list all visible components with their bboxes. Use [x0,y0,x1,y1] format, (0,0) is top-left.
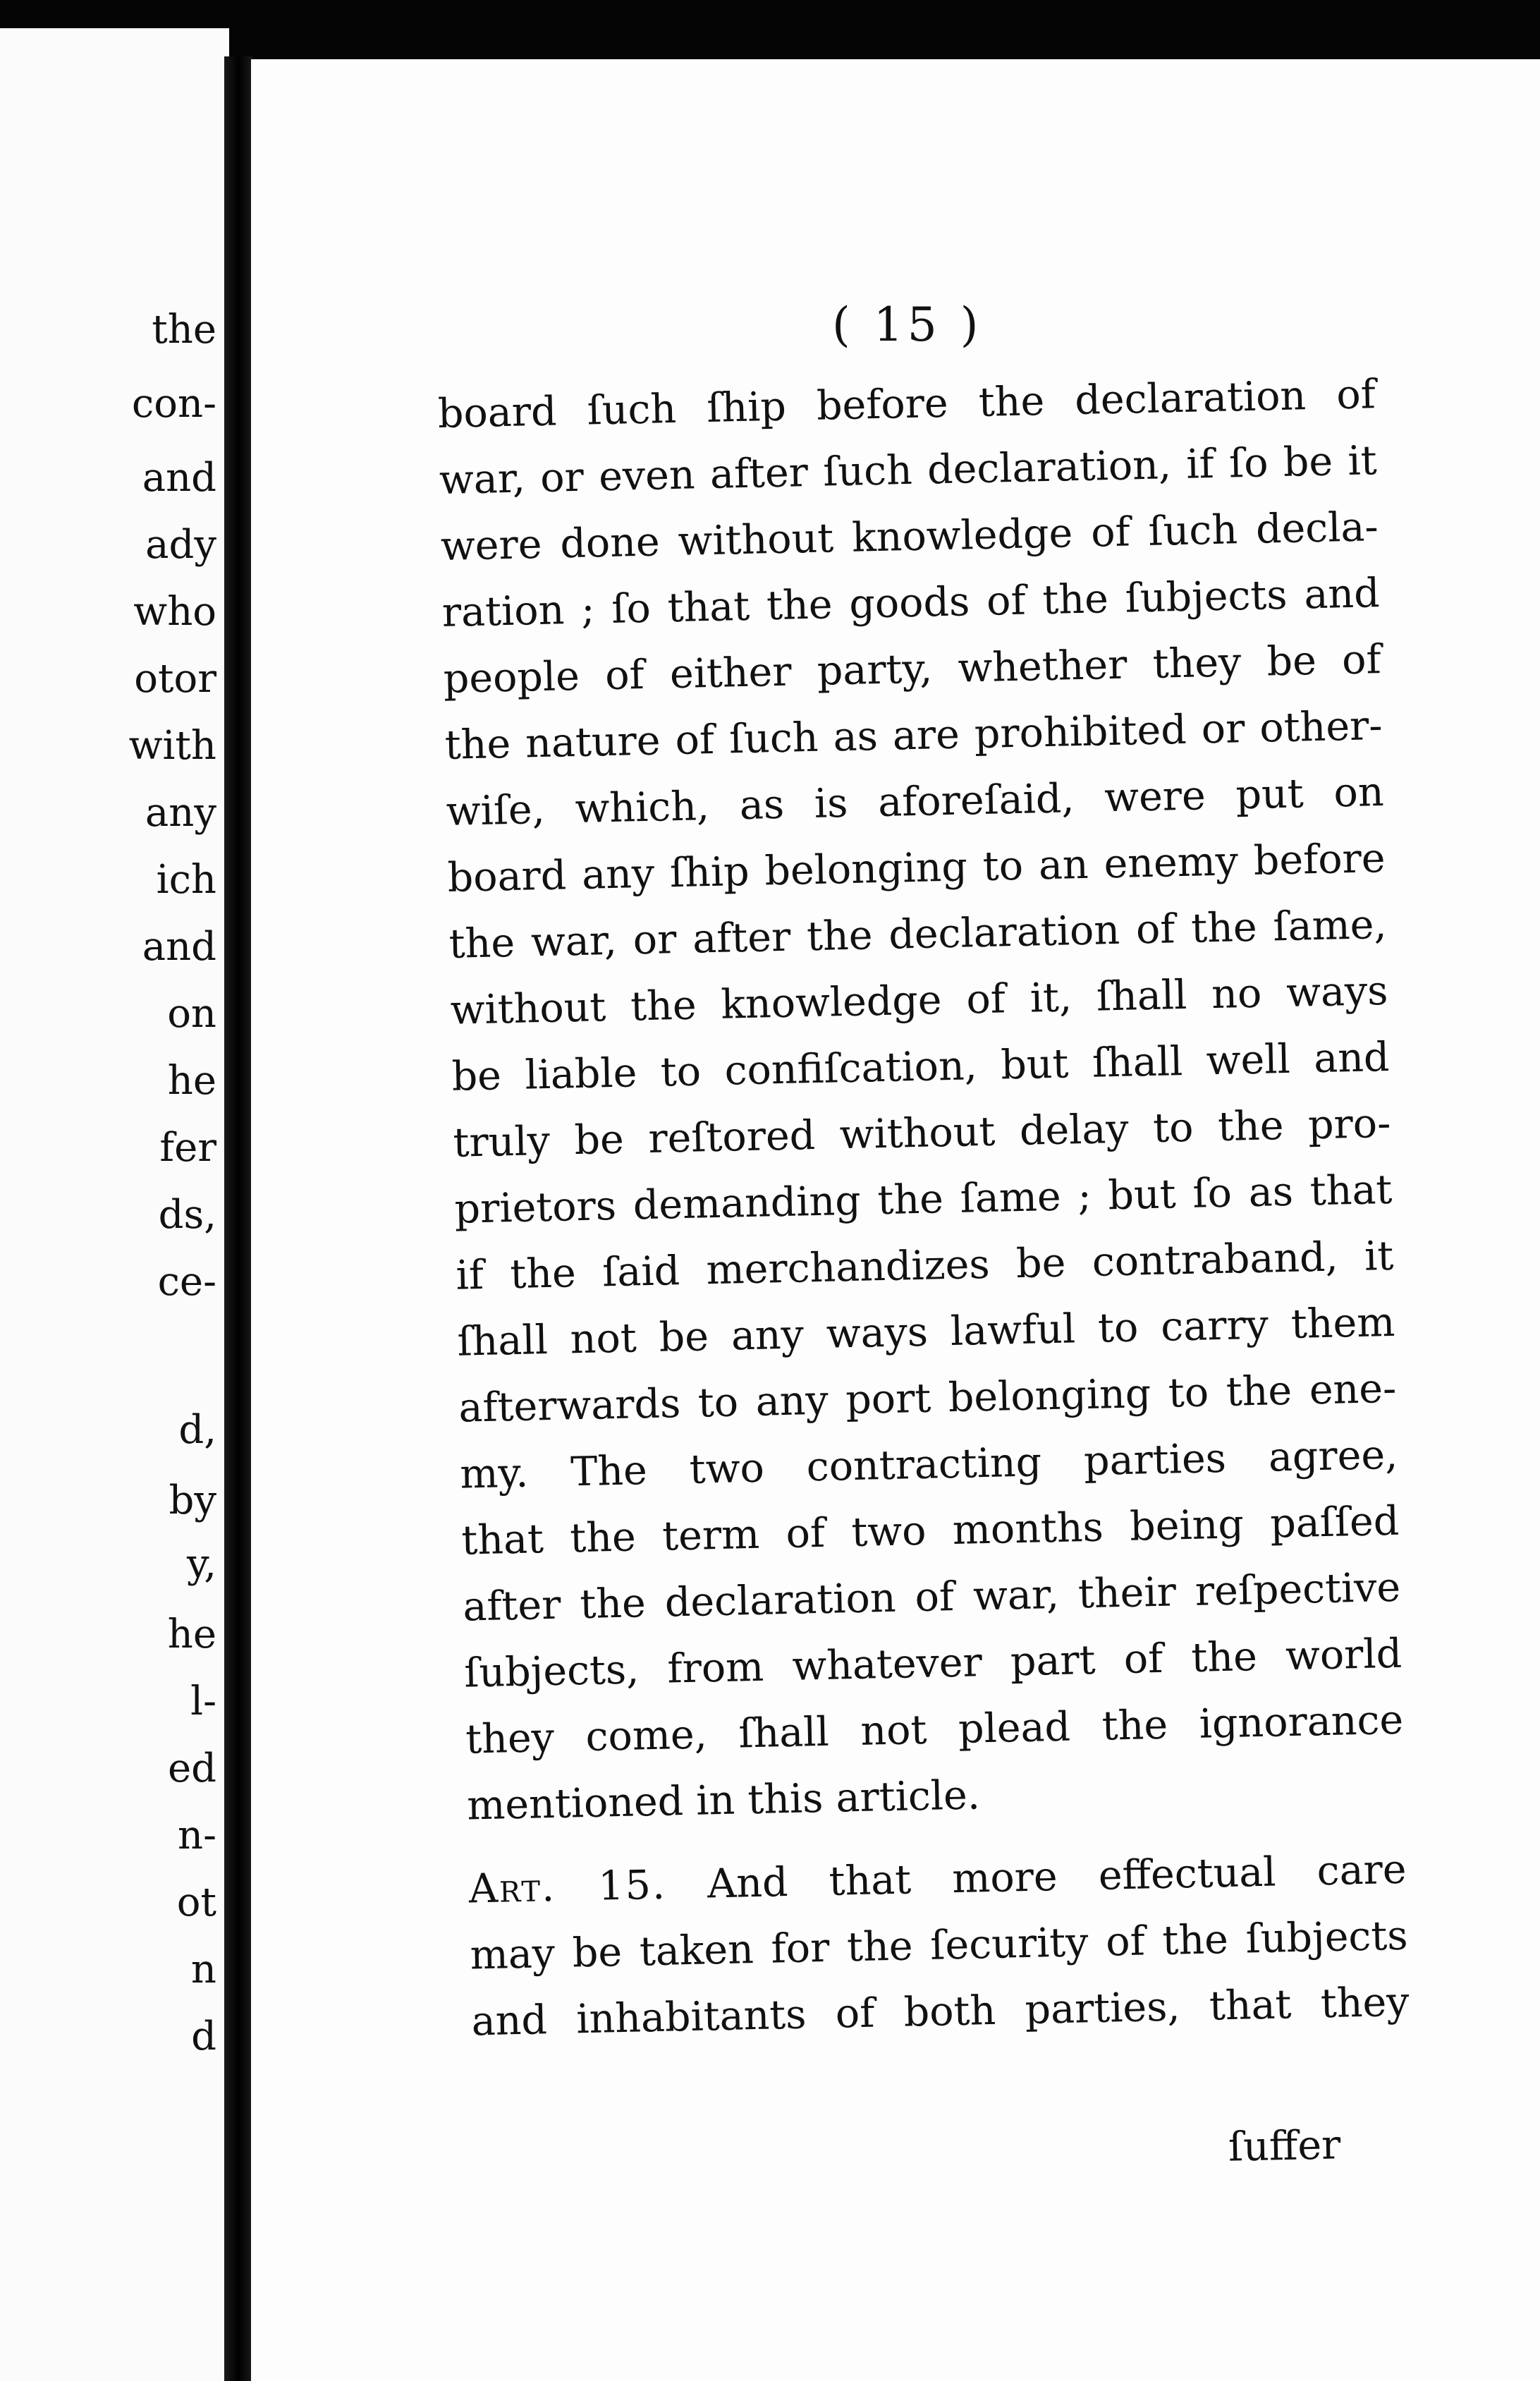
left-fragment-line: any [145,790,216,836]
left-fragment-line: ce- [157,1259,216,1305]
left-fragment-line: he [167,1058,216,1104]
left-fragment-line: ed [168,1746,216,1791]
text-line: without the knowledge of it, ſhall no ways [450,967,1389,1034]
left-fragment-line: fer [159,1125,216,1171]
text-line: if the ſaid merchandizes be contraband, it [455,1232,1394,1299]
body-text [437,361,1410,2054]
left-fragment-line: and [142,924,216,970]
text-line: people of either party, whether they be of [443,636,1382,702]
text-line: truly be reſtored without delay to the pro- [452,1100,1392,1167]
left-fragment-line: ot [176,1880,216,1925]
left-fragment-line: y, [187,1541,216,1587]
text-line: ſubjects, from whatever part of the world [463,1630,1402,1697]
text-line: mentioned in this article. [466,1772,981,1829]
book-spine-gutter [224,56,252,2381]
text-line: the nature of ſuch as are prohibited or other- [444,702,1383,769]
text-line: afterwards to any port belonging to the ene- [458,1365,1397,1432]
left-fragment-line: who [133,589,216,635]
text-line: ſhall not be any ways lawful to carry them [456,1298,1395,1365]
text-line: that the term of two months being paſſed [460,1497,1400,1564]
article-label: Art. 15. [468,1861,667,1913]
page-number: ( 15 ) [832,298,983,352]
text-line: And that more effectual care [707,1846,1407,1908]
left-fragment-line: ich [156,857,216,903]
text-line: my. The two contracting parties agree, [459,1431,1398,1498]
text-line: prietors demanding the ſame ; but ſo as that [453,1166,1393,1233]
left-fragment-line: by [169,1478,216,1523]
left-fragment-line: the [152,307,216,353]
text-line: and inhabitants of both parties, that they [471,1978,1410,2045]
left-fragment-line: otor [134,656,216,702]
left-fragment-line: ds, [158,1192,216,1238]
left-fragment-line: and [142,455,216,501]
left-fragment-line: con- [131,381,216,427]
left-fragment-line: d [191,2014,216,2059]
left-page-edge [0,28,229,2381]
top-border [0,0,1540,63]
text-line: were done without knowledge of ſuch decla- [440,504,1379,570]
text-line: they come, ſhall not plead the ignorance [465,1696,1404,1763]
left-fragment-line: he [167,1612,216,1657]
text-line: wiſe, which, as is aforeſaid, were put on [446,769,1385,835]
left-fragment-line: n [190,1947,216,1992]
text-line: board any ſhip belonging to an enemy before [447,834,1386,901]
catchword: ſuffer [1228,2121,1341,2171]
left-fragment-line: n- [178,1813,216,1858]
text-line: be liable to confiſcation, but ſhall well and [451,1033,1391,1100]
left-fragment-line: with [128,723,216,769]
left-fragment-line: on [167,991,216,1037]
text-line: after the declaration of war, their reſpective [462,1564,1401,1631]
text-line: the war, or after the declaration of the ſame, [448,901,1388,968]
text-line: board ſuch ſhip before the declaration of [437,371,1376,437]
left-fragment-line: l- [190,1679,216,1724]
text-line: war, or even after ſuch declaration, if ſo be it [439,437,1378,504]
text-line: ration ; ſo that the goods of the ſubjects and [441,570,1381,636]
left-fragment-line: ady [145,522,216,568]
left-fragment-line: d, [178,1407,216,1453]
text-line: may be taken for the ſecurity of the ſubjects [470,1912,1409,1979]
